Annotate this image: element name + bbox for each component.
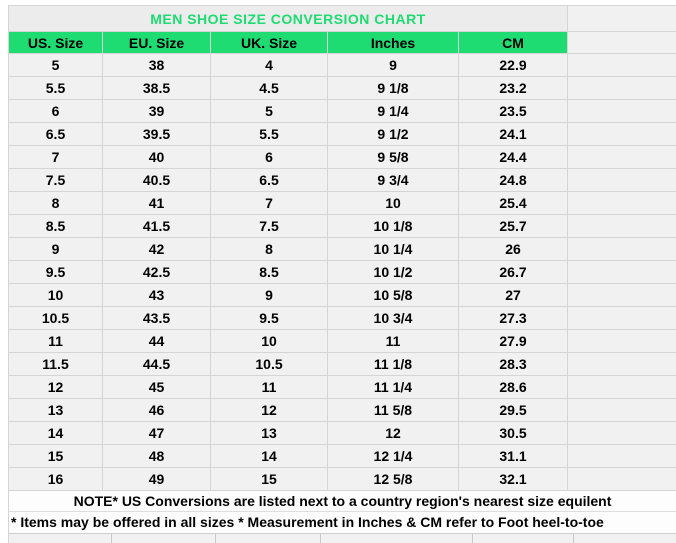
cell-us-size: 15	[9, 445, 103, 468]
cell-inches: 10 1/4	[328, 238, 459, 261]
header-row	[9, 32, 676, 54]
cell-cm: 28.3	[459, 353, 568, 376]
conversion-table	[8, 5, 676, 491]
table-row	[9, 399, 676, 422]
cell-cm: 27.3	[459, 307, 568, 330]
cell-inches: 9 5/8	[328, 146, 459, 169]
cell-uk-size: 6	[211, 146, 328, 169]
empty-cell	[568, 146, 676, 169]
empty-cell	[568, 261, 676, 284]
empty-cell	[473, 534, 574, 543]
table-row	[9, 284, 676, 307]
table-row	[9, 169, 676, 192]
cell-inches: 11 1/4	[328, 376, 459, 399]
cell-inches: 10 1/2	[328, 261, 459, 284]
cell-cm: 25.7	[459, 215, 568, 238]
cell-uk-size: 14	[211, 445, 328, 468]
cell-cm: 23.5	[459, 100, 568, 123]
cell-cm: 26.7	[459, 261, 568, 284]
table-row	[9, 238, 676, 261]
cell-eu-size: 49	[103, 468, 211, 491]
cell-us-size: 16	[9, 468, 103, 491]
cell-cm: 23.2	[459, 77, 568, 100]
cell-eu-size: 39.5	[103, 123, 211, 146]
empty-cell	[568, 399, 676, 422]
cell-us-size: 5.5	[9, 77, 103, 100]
cell-cm: 24.4	[459, 146, 568, 169]
cell-cm: 32.1	[459, 468, 568, 491]
cell-cm: 31.1	[459, 445, 568, 468]
cell-cm: 24.8	[459, 169, 568, 192]
cell-us-size: 11.5	[9, 353, 103, 376]
cell-eu-size: 41.5	[103, 215, 211, 238]
cell-cm: 24.1	[459, 123, 568, 146]
cell-uk-size: 5	[211, 100, 328, 123]
cell-eu-size: 46	[103, 399, 211, 422]
empty-cell	[9, 534, 112, 543]
cell-cm: 28.6	[459, 376, 568, 399]
cell-us-size: 7	[9, 146, 103, 169]
cell-us-size: 9.5	[9, 261, 103, 284]
cell-uk-size: 11	[211, 376, 328, 399]
table-row	[9, 445, 676, 468]
cell-us-size: 12	[9, 376, 103, 399]
table-row	[9, 307, 676, 330]
cell-uk-size: 7.5	[211, 215, 328, 238]
empty-cell	[568, 6, 676, 32]
cell-cm: 30.5	[459, 422, 568, 445]
table-row	[9, 330, 676, 353]
cell-inches: 9 1/2	[328, 123, 459, 146]
title-row	[9, 6, 676, 32]
cell-us-size: 7.5	[9, 169, 103, 192]
table-row	[9, 146, 676, 169]
cell-cm: 25.4	[459, 192, 568, 215]
cell-eu-size: 43.5	[103, 307, 211, 330]
empty-cell	[568, 123, 676, 146]
cell-us-size: 8.5	[9, 215, 103, 238]
cell-eu-size: 44.5	[103, 353, 211, 376]
cell-eu-size: 47	[103, 422, 211, 445]
table-row	[9, 215, 676, 238]
cell-eu-size: 41	[103, 192, 211, 215]
cell-cm: 26	[459, 238, 568, 261]
empty-cell	[568, 100, 676, 123]
empty-cell	[568, 376, 676, 399]
cell-cm: 27	[459, 284, 568, 307]
table-row	[9, 468, 676, 491]
cell-uk-size: 12	[211, 399, 328, 422]
cell-eu-size: 45	[103, 376, 211, 399]
empty-cell	[568, 215, 676, 238]
cell-us-size: 14	[9, 422, 103, 445]
empty-cell	[568, 169, 676, 192]
table-body	[9, 54, 676, 491]
cell-uk-size: 4	[211, 54, 328, 77]
cell-eu-size: 38	[103, 54, 211, 77]
cell-us-size: 5	[9, 54, 103, 77]
empty-cell	[568, 353, 676, 376]
cell-us-size: 9	[9, 238, 103, 261]
table-row	[9, 376, 676, 399]
cell-eu-size: 42.5	[103, 261, 211, 284]
empty-cell	[321, 534, 473, 543]
table-row	[9, 54, 676, 77]
table-row	[9, 77, 676, 100]
cell-inches: 11 1/8	[328, 353, 459, 376]
cell-inches: 12 5/8	[328, 468, 459, 491]
cell-uk-size: 8	[211, 238, 328, 261]
conversion-chart	[8, 5, 676, 543]
empty-cell	[568, 77, 676, 100]
column-header-cm: CM	[459, 32, 568, 54]
cell-uk-size: 9.5	[211, 307, 328, 330]
cell-us-size: 10.5	[9, 307, 103, 330]
empty-cell	[568, 284, 676, 307]
table-row	[9, 100, 676, 123]
cell-inches: 12 1/4	[328, 445, 459, 468]
cell-us-size: 6	[9, 100, 103, 123]
cell-uk-size: 9	[211, 284, 328, 307]
cell-inches: 11	[328, 330, 459, 353]
cell-inches: 9 1/4	[328, 100, 459, 123]
cell-cm: 22.9	[459, 54, 568, 77]
cell-uk-size: 15	[211, 468, 328, 491]
empty-cell	[568, 54, 676, 77]
cell-inches: 10	[328, 192, 459, 215]
cell-inches: 9 1/8	[328, 77, 459, 100]
column-header-uk-size: UK. Size	[211, 32, 328, 54]
cell-eu-size: 39	[103, 100, 211, 123]
cell-uk-size: 6.5	[211, 169, 328, 192]
cell-inches: 9 3/4	[328, 169, 459, 192]
cell-uk-size: 10.5	[211, 353, 328, 376]
cell-eu-size: 38.5	[103, 77, 211, 100]
note-measurement: * Items may be offered in all sizes * Measurement in Inches & CM refer to Foot heel-to-toe	[8, 512, 676, 533]
cell-uk-size: 5.5	[211, 123, 328, 146]
table-row	[9, 261, 676, 284]
empty-cell	[568, 192, 676, 215]
table-row	[9, 353, 676, 376]
cell-eu-size: 40	[103, 146, 211, 169]
column-header-eu-size: EU. Size	[103, 32, 211, 54]
cell-cm: 29.5	[459, 399, 568, 422]
empty-cell	[216, 534, 321, 543]
cell-eu-size: 44	[103, 330, 211, 353]
empty-cell	[568, 307, 676, 330]
cell-us-size: 8	[9, 192, 103, 215]
cell-uk-size: 10	[211, 330, 328, 353]
empty-cell	[568, 330, 676, 353]
empty-cell	[568, 422, 676, 445]
table-row	[9, 123, 676, 146]
cell-us-size: 11	[9, 330, 103, 353]
empty-cell	[568, 468, 676, 491]
empty-cell	[574, 534, 676, 543]
empty-cell	[568, 238, 676, 261]
table-row	[9, 192, 676, 215]
cell-eu-size: 42	[103, 238, 211, 261]
cell-uk-size: 4.5	[211, 77, 328, 100]
table-row	[9, 422, 676, 445]
column-header-inches: Inches	[328, 32, 459, 54]
page-title: MEN SHOE SIZE CONVERSION CHART	[9, 6, 568, 32]
cell-cm: 27.9	[459, 330, 568, 353]
cell-inches: 11 5/8	[328, 399, 459, 422]
cell-uk-size: 13	[211, 422, 328, 445]
cell-us-size: 6.5	[9, 123, 103, 146]
empty-cell	[112, 534, 216, 543]
cell-inches: 9	[328, 54, 459, 77]
cell-uk-size: 8.5	[211, 261, 328, 284]
cell-eu-size: 40.5	[103, 169, 211, 192]
empty-cell	[568, 32, 676, 54]
cell-uk-size: 7	[211, 192, 328, 215]
note-conversions: NOTE* US Conversions are listed next to a country region's nearest size equilent	[8, 491, 676, 512]
empty-cell	[568, 445, 676, 468]
cell-inches: 12	[328, 422, 459, 445]
cell-eu-size: 43	[103, 284, 211, 307]
cell-eu-size: 48	[103, 445, 211, 468]
empty-grid-row	[8, 533, 676, 543]
cell-inches: 10 1/8	[328, 215, 459, 238]
cell-us-size: 10	[9, 284, 103, 307]
column-header-us-size: US. Size	[9, 32, 103, 54]
cell-inches: 10 5/8	[328, 284, 459, 307]
cell-inches: 10 3/4	[328, 307, 459, 330]
cell-us-size: 13	[9, 399, 103, 422]
